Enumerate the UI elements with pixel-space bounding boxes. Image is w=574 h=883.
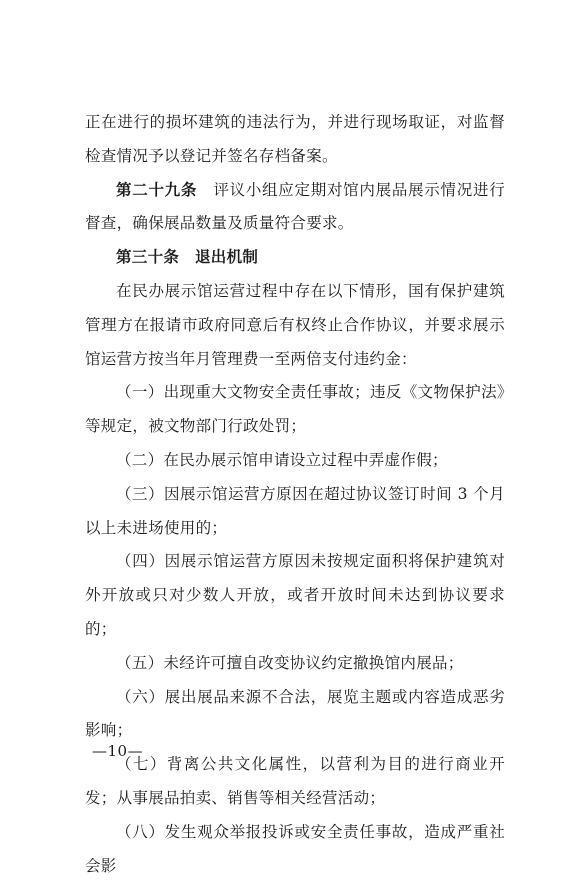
list-item — [85, 478, 505, 546]
list-item — [85, 748, 505, 816]
article-30 — [85, 241, 505, 275]
article-heading: 第二十九条 — [116, 180, 198, 199]
list-item — [85, 545, 505, 646]
body-text — [85, 106, 505, 883]
list-item-text: （六）展出展品来源不合法，展览主题或内容造成恶劣影响； — [85, 687, 505, 740]
paragraph-text: 正在进行的损坏建筑的违法行为，并进行现场取证，对监督检查情况予以登记并签名存档备案。 — [85, 113, 505, 165]
article-29 — [85, 174, 505, 242]
list-item — [85, 444, 505, 478]
list-item — [85, 376, 505, 444]
list-item-text: （二）在民办展示馆申请设立过程中弄虚作假； — [116, 450, 448, 469]
paragraph-continued — [85, 106, 505, 174]
list-item — [85, 681, 505, 749]
list-item — [85, 816, 505, 883]
paragraph-text: 在民办展示馆运营过程中存在以下情形，国有保护建筑管理方在报请市政府同意后有权终止合作协议，并要求展示馆运营方按当年月管理费一至两倍支付违约金： — [85, 281, 505, 368]
page-number: —10— — [92, 742, 144, 760]
list-item-text: （三）因展示馆运营方原因在超过协议签订时间 3 个月以上未进场使用的； — [85, 484, 505, 537]
list-item-text: （五）未经许可擅自改变协议约定撤换馆内展品； — [116, 653, 464, 672]
list-item — [85, 647, 505, 681]
paragraph-text: 评议小组应定期对馆内展品展示情况进行督查，确保展品数量及质量符合要求。 — [85, 180, 505, 233]
article-heading: 第三十条 退出机制 — [116, 248, 259, 267]
list-item-text: （四）因展示馆运营方原因未按规定面积将保护建筑对外开放或只对少数人开放，或者开放时间未达到协议要求的； — [85, 552, 505, 638]
list-item-text: （七）背离公共文化属性，以营利为目的进行商业开发；从事展品拍卖、销售等相关经营活动； — [85, 755, 505, 807]
list-item-text: （八）发生观众举报投诉或安全责任事故，造成严重社会影 — [85, 822, 505, 875]
list-item-text: （一）出现重大文物安全责任事故；违反《文物保护法》等规定，被文物部门行政处罚； — [85, 383, 505, 436]
paragraph — [85, 275, 505, 376]
